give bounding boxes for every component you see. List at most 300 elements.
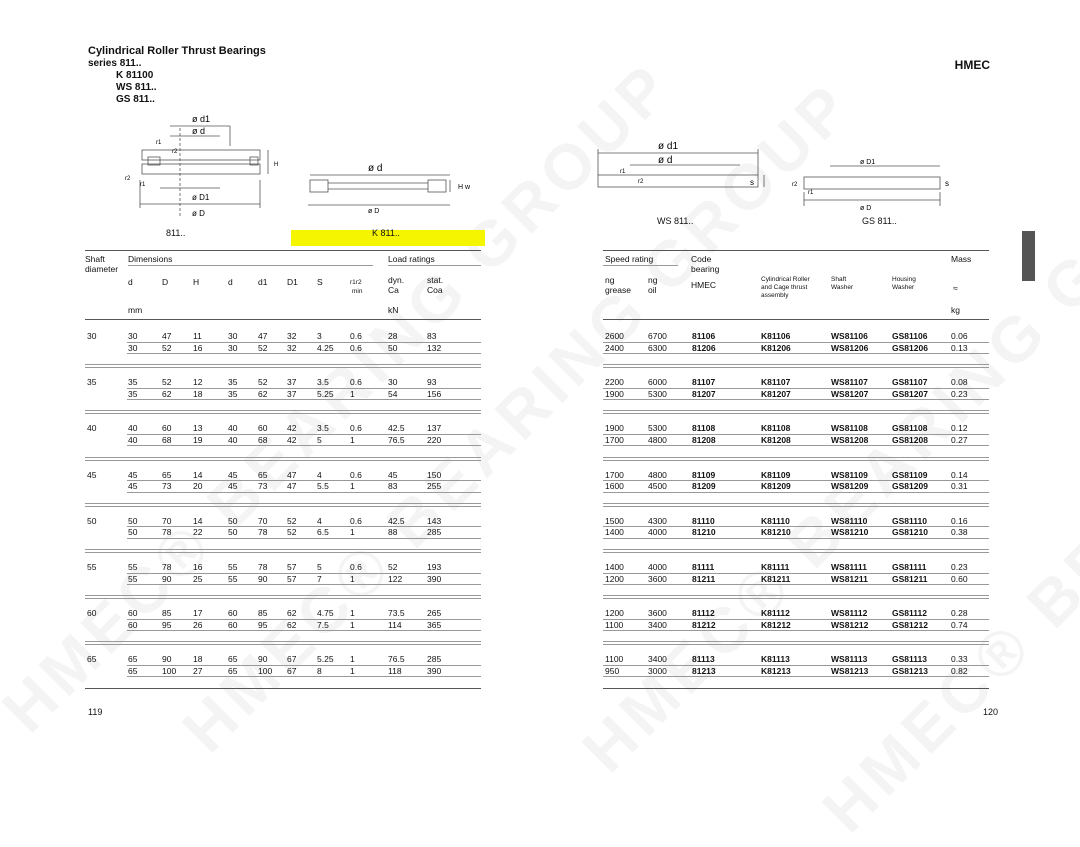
table-cell-d: 95	[162, 619, 172, 630]
table-cell-coa: 150	[427, 469, 442, 480]
group-separator	[85, 460, 481, 461]
group-separator	[85, 410, 481, 411]
group-separator	[603, 460, 989, 461]
table-cell-ws: WS81107	[831, 377, 868, 388]
table-cell-h: 14	[193, 469, 203, 480]
table-cell-grease: 2400	[605, 342, 624, 353]
header-col: min	[352, 288, 363, 295]
table-cell-ws: WS81207	[831, 388, 869, 399]
table-cell-grease: 1900	[605, 388, 624, 399]
table-cell-d1: 47	[287, 481, 297, 492]
table-cell-hmec: 81108	[692, 423, 716, 434]
table-cell-d: 73	[162, 481, 172, 492]
group-separator	[603, 598, 989, 599]
table-cell-r: 0.6	[350, 423, 362, 434]
header-unit: mm	[128, 305, 143, 315]
table-bottom-rule	[603, 688, 989, 689]
table-cell-coa: 193	[427, 562, 442, 572]
header-code: Code	[691, 254, 712, 264]
table-cell-gs: GS81211	[892, 573, 928, 584]
table-cell-d1: 67	[287, 654, 297, 665]
header-col: ng	[605, 275, 615, 285]
table-cell-oil: 3400	[648, 654, 667, 665]
table-cell-d2: 40	[228, 423, 238, 434]
table-cell-coa: 143	[427, 515, 442, 526]
header-rule	[388, 265, 481, 266]
table-cell-cyl: K81107	[761, 377, 791, 388]
table-cell-mass: 0.33	[951, 654, 968, 665]
brand-logo: HMEC	[954, 58, 990, 72]
shaft-diameter: 55	[87, 562, 97, 572]
table-cell-h: 13	[193, 423, 203, 434]
table-cell-coa: 93	[427, 377, 437, 388]
table-cell-grease: 1100	[605, 619, 624, 630]
table-cell-d1: 32	[287, 342, 297, 353]
header-unit: kg	[951, 305, 960, 315]
table-cell-ws: WS81213	[831, 665, 869, 676]
header-col: and Cage thrust	[761, 284, 808, 291]
table-cell-s: 3.5	[317, 377, 329, 388]
table-cell-hmec: 81113	[692, 654, 715, 665]
header-col: S	[317, 277, 323, 287]
table-row-rule	[603, 538, 989, 539]
table-cell-d1: 37	[287, 388, 297, 399]
table-cell-ws: WS81109	[831, 469, 868, 480]
table-cell-grease: 1100	[605, 654, 624, 665]
table-cell-s: 5.25	[317, 654, 334, 665]
table-cell-h: 16	[193, 562, 203, 572]
table-cell-hmec: 81211	[692, 573, 716, 584]
table-cell-gs: GS81210	[892, 527, 928, 538]
table-cell-hmec: 81209	[692, 481, 716, 492]
table-cell-grease: 950	[605, 665, 620, 676]
group-separator	[85, 364, 481, 365]
table-cell-s: 6.5	[317, 527, 329, 538]
table-cell-r: 1	[350, 434, 355, 445]
table-cell-s: 4.75	[317, 608, 334, 619]
table-row-rule	[127, 630, 481, 631]
table-cell-oil: 4500	[648, 481, 667, 492]
table-cell-d: 40	[128, 423, 138, 434]
header-col: Cylindrical Roller	[761, 276, 810, 283]
table-cell-ws: WS81212	[831, 619, 869, 630]
header-bearing: bearing	[691, 264, 720, 274]
table-cell-ws: WS81211	[831, 573, 868, 584]
table-cell-coa: 285	[427, 527, 442, 538]
table-cell-cyl: K81206	[761, 342, 791, 353]
table-cell-mass: 0.38	[951, 527, 968, 538]
header-col: Washer	[831, 284, 854, 291]
table-cell-ws: WS81209	[831, 481, 869, 492]
table-cell-gs: GS81207	[892, 388, 928, 399]
table-cell-h: 18	[193, 654, 203, 665]
label-r2: r2	[172, 149, 178, 155]
table-cell-d1: 60	[258, 423, 268, 434]
table-cell-d2: 40	[228, 434, 238, 445]
table-cell-d: 60	[162, 423, 172, 434]
table-cell-mass: 0.31	[951, 481, 968, 492]
header-diameter: diameter	[85, 264, 119, 274]
table-cell-d: 52	[162, 342, 172, 353]
label-d: ø d	[658, 155, 673, 166]
table-cell-coa: 220	[427, 434, 442, 445]
table-cell-oil: 4800	[648, 434, 667, 445]
table-cell-d1: 57	[287, 573, 297, 584]
group-separator	[85, 641, 481, 642]
table-cell-s: 4.25	[317, 342, 334, 353]
table-cell-s: 5.5	[317, 481, 329, 492]
table-cell-mass: 0.12	[951, 423, 968, 434]
table-cell-ca: 54	[388, 388, 398, 399]
header-col: Shaft	[831, 276, 847, 283]
table-cell-d2: 55	[228, 562, 238, 572]
label-r1: r1	[808, 190, 814, 196]
table-cell-d1: 37	[287, 377, 297, 388]
table-cell-ws: WS81106	[831, 331, 868, 341]
table-cell-cyl: K81212	[761, 619, 791, 630]
header-col: oil	[648, 285, 657, 295]
table-cell-ca: 42.5	[388, 515, 405, 526]
table-cell-oil: 6300	[648, 342, 667, 353]
table-cell-cyl: K81111	[761, 562, 790, 572]
header-rule	[603, 265, 678, 266]
table-cell-oil: 4000	[648, 527, 667, 538]
table-cell-gs: GS81106	[892, 331, 928, 341]
table-row-rule	[603, 445, 989, 446]
table-row-rule	[127, 676, 481, 677]
group-separator	[603, 552, 989, 553]
header-col: Housing	[892, 276, 916, 283]
series-label: K 81100	[116, 70, 154, 81]
table-cell-d: 55	[128, 562, 138, 572]
table-cell-ca: 88	[388, 527, 398, 538]
table-cell-mass: 0.13	[951, 342, 968, 353]
table-cell-grease: 2200	[605, 377, 624, 388]
table-cell-d: 78	[162, 527, 172, 538]
shaft-diameter: 50	[87, 515, 97, 526]
table-cell-cyl: K81113	[761, 654, 790, 665]
header-col: ng	[648, 275, 658, 285]
table-cell-cyl: K81210	[761, 527, 791, 538]
header-rule	[85, 250, 481, 251]
table-cell-r: 0.6	[350, 469, 362, 480]
table-row-rule	[127, 445, 481, 446]
table-cell-coa: 390	[427, 665, 442, 676]
table-cell-grease: 1600	[605, 481, 624, 492]
table-row-rule	[127, 584, 481, 585]
table-cell-r: 1	[350, 608, 355, 619]
header-rule	[603, 319, 989, 320]
table-cell-d1: 62	[287, 619, 297, 630]
table-cell-r: 0.6	[350, 342, 362, 353]
label-d: ø d	[192, 126, 206, 136]
table-cell-d1: 68	[258, 434, 268, 445]
table-row-rule	[603, 492, 989, 493]
table-cell-d: 65	[162, 469, 172, 480]
table-cell-d2: 60	[228, 608, 238, 619]
table-cell-ca: 76.5	[388, 654, 405, 665]
table-cell-d2: 35	[228, 377, 238, 388]
label-D: ø D	[192, 209, 205, 218]
table-cell-coa: 156	[427, 388, 442, 399]
table-cell-d1: 100	[258, 665, 273, 676]
table-cell-d: 45	[128, 469, 138, 480]
label-D: ø D	[368, 208, 380, 215]
table-cell-d1: 67	[287, 665, 297, 676]
group-separator	[85, 552, 481, 553]
table-cell-ca: 30	[388, 377, 398, 388]
table-cell-hmec: 81107	[692, 377, 716, 388]
table-cell-mass: 0.14	[951, 469, 968, 480]
table-cell-ca: 45	[388, 469, 398, 480]
table-cell-h: 27	[193, 665, 203, 676]
table-cell-d1: 42	[287, 434, 297, 445]
header-speed-rating: Speed rating	[605, 254, 654, 264]
table-cell-coa: 390	[427, 573, 442, 584]
shaft-diameter: 30	[87, 331, 97, 341]
table-cell-d: 100	[162, 665, 177, 676]
table-cell-gs: GS81107	[892, 377, 928, 388]
group-separator	[603, 364, 989, 365]
table-cell-cyl: K81109	[761, 469, 791, 480]
table-cell-d1: 62	[287, 608, 297, 619]
table-cell-gs: GS81113	[892, 654, 927, 665]
table-cell-d: 30	[128, 331, 138, 341]
shaft-diameter: 65	[87, 654, 97, 665]
table-cell-ws: WS81208	[831, 434, 869, 445]
table-cell-d1: 95	[258, 619, 268, 630]
table-cell-hmec: 81213	[692, 665, 716, 676]
table-cell-s: 4	[317, 515, 322, 526]
caption-811: 811..	[166, 228, 186, 238]
table-cell-mass: 0.28	[951, 608, 968, 619]
table-row-rule	[603, 399, 989, 400]
table-cell-d: 50	[128, 515, 138, 526]
table-cell-d2: 45	[228, 481, 238, 492]
header-col: D	[162, 277, 169, 287]
label-d1: ø d1	[192, 114, 211, 124]
table-cell-d1: 78	[258, 527, 268, 538]
table-row-rule	[127, 538, 481, 539]
header-col: d1	[258, 277, 268, 287]
table-cell-d1: 90	[258, 573, 268, 584]
group-separator	[85, 367, 481, 368]
label-d: ø d	[368, 163, 383, 174]
page-number: 119	[88, 707, 103, 717]
group-separator	[603, 595, 989, 596]
shaft-diameter: 35	[87, 377, 97, 388]
table-cell-d1: 90	[258, 654, 268, 665]
table-cell-cyl: K81110	[761, 515, 790, 526]
table-cell-ca: 73.5	[388, 608, 405, 619]
table-cell-gs: GS81112	[892, 608, 927, 619]
table-cell-s: 4	[317, 469, 322, 480]
table-bottom-rule	[85, 688, 481, 689]
table-cell-d: 45	[128, 481, 138, 492]
label-Hw: H w	[458, 184, 471, 191]
table-cell-gs: GS81111	[892, 562, 927, 572]
group-separator	[603, 410, 989, 411]
table-cell-d: 60	[128, 619, 138, 630]
table-cell-d: 47	[162, 331, 172, 341]
table-cell-hmec: 81111	[692, 562, 715, 572]
table-cell-ca: 76.5	[388, 434, 405, 445]
table-cell-ca: 52	[388, 562, 398, 572]
table-cell-cyl: K81211	[761, 573, 791, 584]
page-title: Cylindrical Roller Thrust Bearings	[88, 45, 266, 57]
table-cell-grease: 1400	[605, 562, 624, 572]
table-row-rule	[603, 676, 989, 677]
table-cell-d1: 32	[287, 331, 297, 341]
label-D: ø D	[860, 205, 872, 212]
table-cell-d1: 70	[258, 515, 268, 526]
table-cell-d1: 52	[258, 342, 268, 353]
table-cell-d: 70	[162, 515, 172, 526]
table-cell-d1: 73	[258, 481, 268, 492]
table-cell-mass: 0.27	[951, 434, 968, 445]
label-r2: r2	[792, 182, 798, 188]
table-cell-hmec: 81207	[692, 388, 716, 399]
header-unit: kN	[388, 305, 399, 315]
table-cell-ws: WS81113	[831, 654, 868, 665]
header-shaft: Shaft	[85, 254, 105, 264]
table-cell-grease: 1400	[605, 527, 624, 538]
table-cell-hmec: 81212	[692, 619, 716, 630]
header-col: HMEC	[691, 280, 717, 290]
table-cell-cyl: K81207	[761, 388, 791, 399]
table-cell-coa: 265	[427, 608, 442, 619]
table-cell-gs: GS81208	[892, 434, 928, 445]
table-cell-d: 50	[128, 527, 138, 538]
header-col: d	[128, 277, 133, 287]
caption-ws811: WS 811..	[657, 216, 694, 226]
table-cell-d2: 35	[228, 388, 238, 399]
table-cell-grease: 2600	[605, 331, 624, 341]
table-cell-mass: 0.23	[951, 562, 968, 572]
table-cell-d1: 78	[258, 562, 268, 572]
table-cell-d: 68	[162, 434, 172, 445]
table-cell-d: 35	[128, 377, 138, 388]
header-col: Washer	[892, 284, 915, 291]
table-cell-hmec: 81208	[692, 434, 716, 445]
table-cell-d: 78	[162, 562, 172, 572]
table-cell-gs: GS81213	[892, 665, 928, 676]
table-cell-r: 0.6	[350, 331, 362, 341]
table-cell-gs: GS81212	[892, 619, 928, 630]
table-cell-d: 52	[162, 377, 172, 388]
header-load-ratings: Load ratings	[388, 254, 435, 264]
table-row-rule	[603, 353, 989, 354]
header-col: dyn.	[388, 275, 405, 285]
table-row-rule	[127, 492, 481, 493]
group-separator	[85, 413, 481, 414]
watermark	[808, 147, 1080, 846]
label-s: s	[750, 178, 754, 187]
header-col: ≈	[953, 283, 958, 293]
series-label: WS 811..	[116, 82, 157, 93]
table-cell-grease: 1200	[605, 573, 624, 584]
table-cell-hmec: 81110	[692, 515, 715, 526]
table-cell-cyl: K81209	[761, 481, 791, 492]
table-cell-d: 85	[162, 608, 172, 619]
table-cell-ca: 50	[388, 342, 398, 353]
table-cell-h: 19	[193, 434, 203, 445]
table-cell-s: 7.5	[317, 619, 329, 630]
table-cell-r: 1	[350, 573, 355, 584]
table-cell-hmec: 81206	[692, 342, 716, 353]
header-col: H	[193, 277, 200, 287]
group-separator	[603, 413, 989, 414]
label-s: s	[945, 179, 949, 188]
label-H: H	[274, 162, 279, 168]
table-cell-gs: GS81108	[892, 423, 928, 434]
table-cell-grease: 1500	[605, 515, 624, 526]
table-cell-coa: 132	[427, 342, 442, 353]
table-cell-h: 16	[193, 342, 203, 353]
group-separator	[85, 503, 481, 504]
table-cell-mass: 0.23	[951, 388, 968, 399]
table-cell-oil: 5300	[648, 423, 667, 434]
table-cell-d2: 60	[228, 619, 238, 630]
table-cell-d2: 55	[228, 573, 238, 584]
group-separator	[85, 549, 481, 550]
table-cell-gs: GS81206	[892, 342, 928, 353]
page-number: 120	[983, 707, 999, 717]
table-cell-r: 1	[350, 619, 355, 630]
group-separator	[603, 644, 989, 645]
group-separator	[85, 595, 481, 596]
table-cell-ca: 28	[388, 331, 398, 341]
group-separator	[85, 506, 481, 507]
table-cell-d: 40	[128, 434, 138, 445]
label-D1: ø D1	[192, 193, 210, 202]
table-row-rule	[603, 630, 989, 631]
header-rule	[85, 319, 481, 320]
table-cell-mass: 0.74	[951, 619, 968, 630]
shaft-diameter: 40	[87, 423, 97, 434]
table-cell-d: 62	[162, 388, 172, 399]
series-label: series 811..	[88, 58, 142, 69]
table-cell-gs: GS81109	[892, 469, 928, 480]
table-cell-oil: 6700	[648, 331, 667, 341]
group-separator	[85, 457, 481, 458]
table-cell-h: 14	[193, 515, 203, 526]
table-cell-d: 55	[128, 573, 138, 584]
table-cell-oil: 3600	[648, 573, 667, 584]
label-r1: r1	[156, 140, 162, 146]
table-cell-r: 1	[350, 527, 355, 538]
table-cell-h: 22	[193, 527, 203, 538]
table-cell-cyl: K81213	[761, 665, 791, 676]
header-col: stat.	[427, 275, 444, 285]
table-cell-cyl: K81112	[761, 608, 790, 619]
group-separator	[603, 506, 989, 507]
table-cell-coa: 365	[427, 619, 442, 630]
table-cell-oil: 3400	[648, 619, 667, 630]
table-cell-d: 65	[128, 654, 138, 665]
table-cell-d1: 42	[287, 423, 297, 434]
table-cell-hmec: 81109	[692, 469, 716, 480]
label-d1: ø d1	[658, 141, 679, 152]
table-cell-mass: 0.08	[951, 377, 968, 388]
table-cell-d: 90	[162, 573, 172, 584]
section-tab	[1022, 231, 1035, 281]
table-cell-d1: 52	[287, 515, 297, 526]
table-cell-gs: GS81110	[892, 515, 927, 526]
series-label: GS 811..	[116, 94, 155, 105]
table-cell-d2: 30	[228, 331, 238, 341]
header-col: d	[228, 277, 233, 287]
